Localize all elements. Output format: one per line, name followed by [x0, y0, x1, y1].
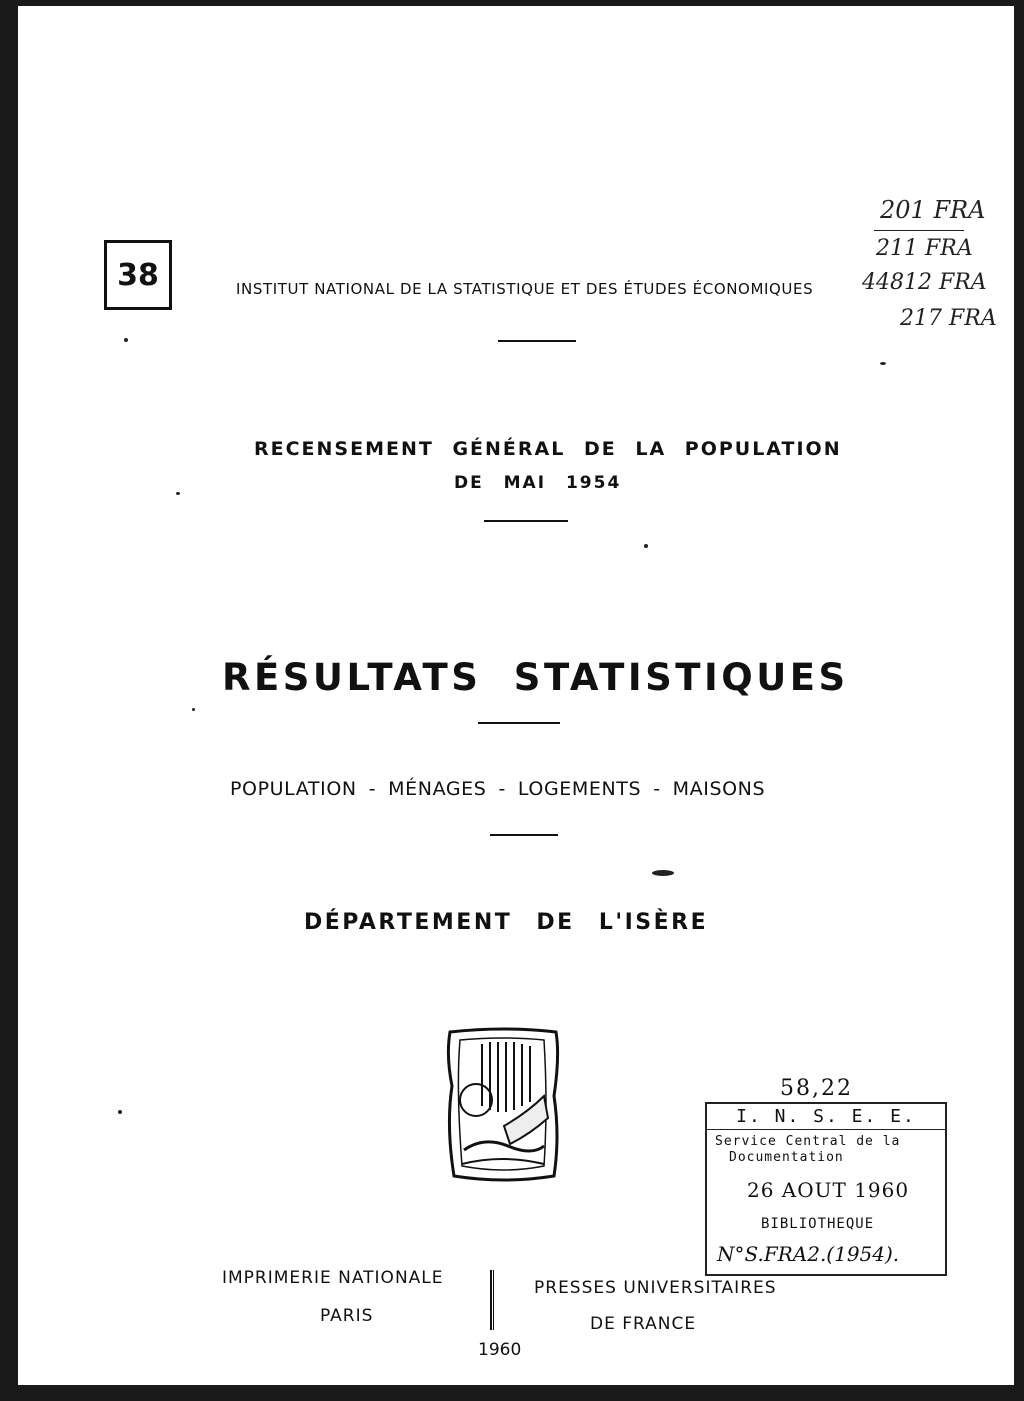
- handwritten-call-number: 201 FRA: [880, 196, 986, 224]
- printer-city: PARIS: [320, 1306, 374, 1326]
- subject-item: MÉNAGES: [388, 778, 487, 800]
- census-heading-line-1: RECENSEMENT GÉNÉRAL DE LA POPULATION: [254, 438, 842, 460]
- scan-border-bottom: [0, 1385, 1024, 1401]
- printer-emblem-icon: [444, 1026, 562, 1186]
- stamp-date: 26 AOUT 1960: [747, 1178, 910, 1202]
- scan-speck: [880, 362, 886, 365]
- institute-name: INSTITUT NATIONAL DE LA STATISTIQUE ET DES ÉTUDES ÉCONOMIQUES: [236, 280, 814, 298]
- scan-border-top: [0, 0, 1024, 6]
- accession-number: 58,22: [780, 1076, 853, 1101]
- department-number-box: [104, 240, 172, 310]
- divider: [490, 834, 558, 836]
- publisher-name-line-2: DE FRANCE: [590, 1314, 697, 1334]
- scan-speck: [192, 708, 195, 711]
- printer-name: IMPRIMERIE NATIONALE: [222, 1268, 444, 1288]
- scan-speck: [124, 338, 128, 342]
- subject-separator: -: [498, 778, 506, 800]
- scan-speck: [176, 492, 180, 495]
- handwritten-call-number: 211 FRA: [876, 236, 973, 261]
- census-heading-line-2: DE MAI 1954: [454, 473, 622, 493]
- department-title: DÉPARTEMENT DE L'ISÈRE: [304, 910, 709, 935]
- subject-separator: -: [368, 778, 377, 800]
- department-number: 38: [117, 257, 159, 293]
- stamp-shelf-number: N°S.FRA2.(1954).: [717, 1242, 900, 1266]
- stamp-service: Service Central de la: [715, 1134, 901, 1149]
- subject-item: MAISONS: [672, 778, 766, 800]
- scan-speck: [644, 544, 648, 548]
- divider: [484, 520, 568, 522]
- stamp-organization: I. N. S. E. E.: [707, 1106, 945, 1130]
- handwritten-call-number: 217 FRA: [900, 306, 997, 331]
- scan-speck: [118, 1110, 122, 1114]
- scan-speck: [652, 870, 674, 876]
- publisher-name: PRESSES UNIVERSITAIRES: [534, 1278, 777, 1298]
- subject-item: POPULATION: [230, 778, 357, 800]
- subjects-line: [230, 778, 765, 800]
- imprint-divider: [490, 1270, 494, 1330]
- subject-separator: -: [653, 778, 661, 800]
- page-title: RÉSULTATS STATISTIQUES: [222, 656, 849, 699]
- divider: [498, 340, 576, 342]
- stamp-library: BIBLIOTHEQUE: [761, 1216, 875, 1232]
- publication-year: 1960: [478, 1340, 522, 1360]
- scan-border-right: [1014, 0, 1024, 1401]
- subject-item: LOGEMENTS: [517, 778, 642, 800]
- scan-border-left: [0, 0, 18, 1401]
- divider: [478, 722, 560, 724]
- handwritten-call-number: 44812 FRA: [862, 270, 987, 295]
- stamp-documentation: Documentation: [729, 1150, 844, 1165]
- library-stamp: [705, 1102, 947, 1276]
- handwritten-underline: [874, 230, 964, 231]
